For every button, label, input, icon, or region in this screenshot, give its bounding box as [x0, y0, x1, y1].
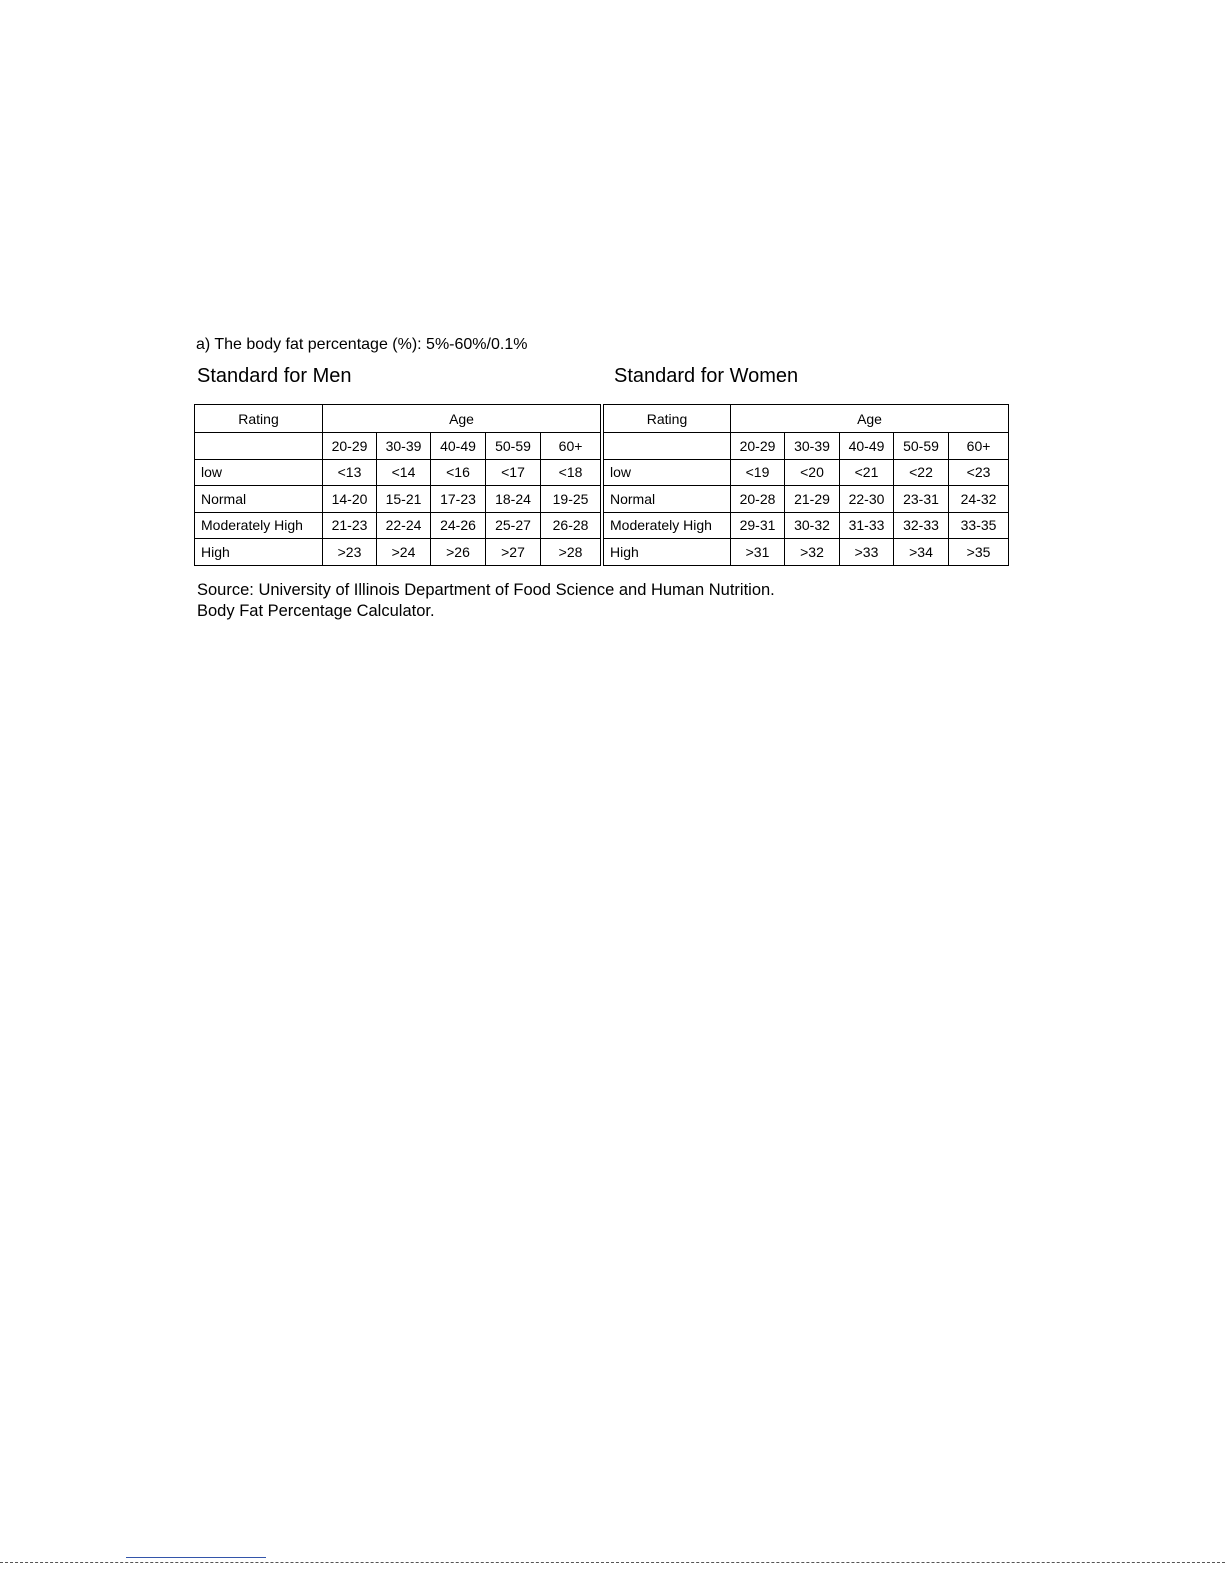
table-cell: <16 [431, 459, 486, 486]
table-cell: 21-29 [785, 486, 840, 513]
table-cell: <19 [731, 459, 785, 486]
table-row [604, 539, 1009, 566]
table-cell: <22 [894, 459, 949, 486]
table-cell: 31-33 [840, 512, 894, 539]
table-cell: >33 [840, 539, 894, 566]
table-cell: 33-35 [949, 512, 1009, 539]
table-cell: 15-21 [377, 486, 431, 513]
rating-header: Rating [604, 405, 731, 433]
table-cell: >31 [731, 539, 785, 566]
age-group-cell: 50-59 [894, 433, 949, 460]
table-row [195, 512, 601, 539]
age-group-cell: 40-49 [431, 433, 486, 460]
rating-label: Moderately High [195, 512, 323, 539]
source-citation [197, 580, 775, 622]
rating-label: low [195, 459, 323, 486]
table-cell: >23 [323, 539, 377, 566]
table-cell: 24-26 [431, 512, 486, 539]
women-standard-title: Standard for Women [614, 365, 799, 387]
rating-header: Rating [195, 405, 323, 433]
table-cell: 29-31 [731, 512, 785, 539]
table-cell: 20-28 [731, 486, 785, 513]
age-group-cell: 60+ [541, 433, 601, 460]
age-groups-row [604, 433, 1009, 460]
table-header-row [195, 405, 601, 433]
men-standard-title: Standard for Men [197, 365, 352, 387]
source-line: Body Fat Percentage Calculator. [197, 602, 435, 620]
rating-label: Normal [195, 486, 323, 513]
men-body-fat-table [194, 404, 601, 566]
body-fat-range-caption: a) The body fat percentage (%): 5%-60%/0.1% [196, 336, 528, 353]
table-cell: <23 [949, 459, 1009, 486]
age-group-cell: 20-29 [731, 433, 785, 460]
age-header: Age [323, 405, 601, 433]
table-cell: 22-24 [377, 512, 431, 539]
table-row [195, 459, 601, 486]
table-cell: >28 [541, 539, 601, 566]
table-row [604, 486, 1009, 513]
table-cell: 18-24 [486, 486, 541, 513]
age-group-cell: 20-29 [323, 433, 377, 460]
age-group-cell: 60+ [949, 433, 1009, 460]
source-line: Source: University of Illinois Department of Food Science and Human Nutrition. [197, 581, 775, 599]
table-cell: 17-23 [431, 486, 486, 513]
empty-cell [195, 433, 323, 460]
table-cell: >24 [377, 539, 431, 566]
table-cell: >27 [486, 539, 541, 566]
table-cell: <14 [377, 459, 431, 486]
age-group-cell: 50-59 [486, 433, 541, 460]
table-row [195, 539, 601, 566]
rating-label: Normal [604, 486, 731, 513]
table-cell: 26-28 [541, 512, 601, 539]
table-cell: 30-32 [785, 512, 840, 539]
table-cell: <20 [785, 459, 840, 486]
table-cell: <21 [840, 459, 894, 486]
page-footer-rule [0, 1562, 1225, 1563]
table-cell: <13 [323, 459, 377, 486]
empty-cell [604, 433, 731, 460]
rating-label: Moderately High [604, 512, 731, 539]
table-cell: 25-27 [486, 512, 541, 539]
table-cell: <18 [541, 459, 601, 486]
age-header: Age [731, 405, 1009, 433]
footnote-separator [126, 1557, 266, 1558]
table-cell: 24-32 [949, 486, 1009, 513]
table-cell: 23-31 [894, 486, 949, 513]
age-group-cell: 40-49 [840, 433, 894, 460]
age-groups-row [195, 433, 601, 460]
table-cell: >34 [894, 539, 949, 566]
table-cell: 19-25 [541, 486, 601, 513]
rating-label: High [195, 539, 323, 566]
table-cell: 32-33 [894, 512, 949, 539]
age-group-cell: 30-39 [785, 433, 840, 460]
rating-label: High [604, 539, 731, 566]
table-row [604, 512, 1009, 539]
table-row [195, 486, 601, 513]
standards-tables [194, 404, 1009, 569]
table-cell: >32 [785, 539, 840, 566]
table-row [604, 459, 1009, 486]
women-body-fat-table [603, 404, 1009, 566]
table-cell: 22-30 [840, 486, 894, 513]
table-cell: >26 [431, 539, 486, 566]
table-header-row [604, 405, 1009, 433]
table-cell: <17 [486, 459, 541, 486]
age-group-cell: 30-39 [377, 433, 431, 460]
rating-label: low [604, 459, 731, 486]
table-cell: 14-20 [323, 486, 377, 513]
table-cell: 21-23 [323, 512, 377, 539]
table-cell: >35 [949, 539, 1009, 566]
